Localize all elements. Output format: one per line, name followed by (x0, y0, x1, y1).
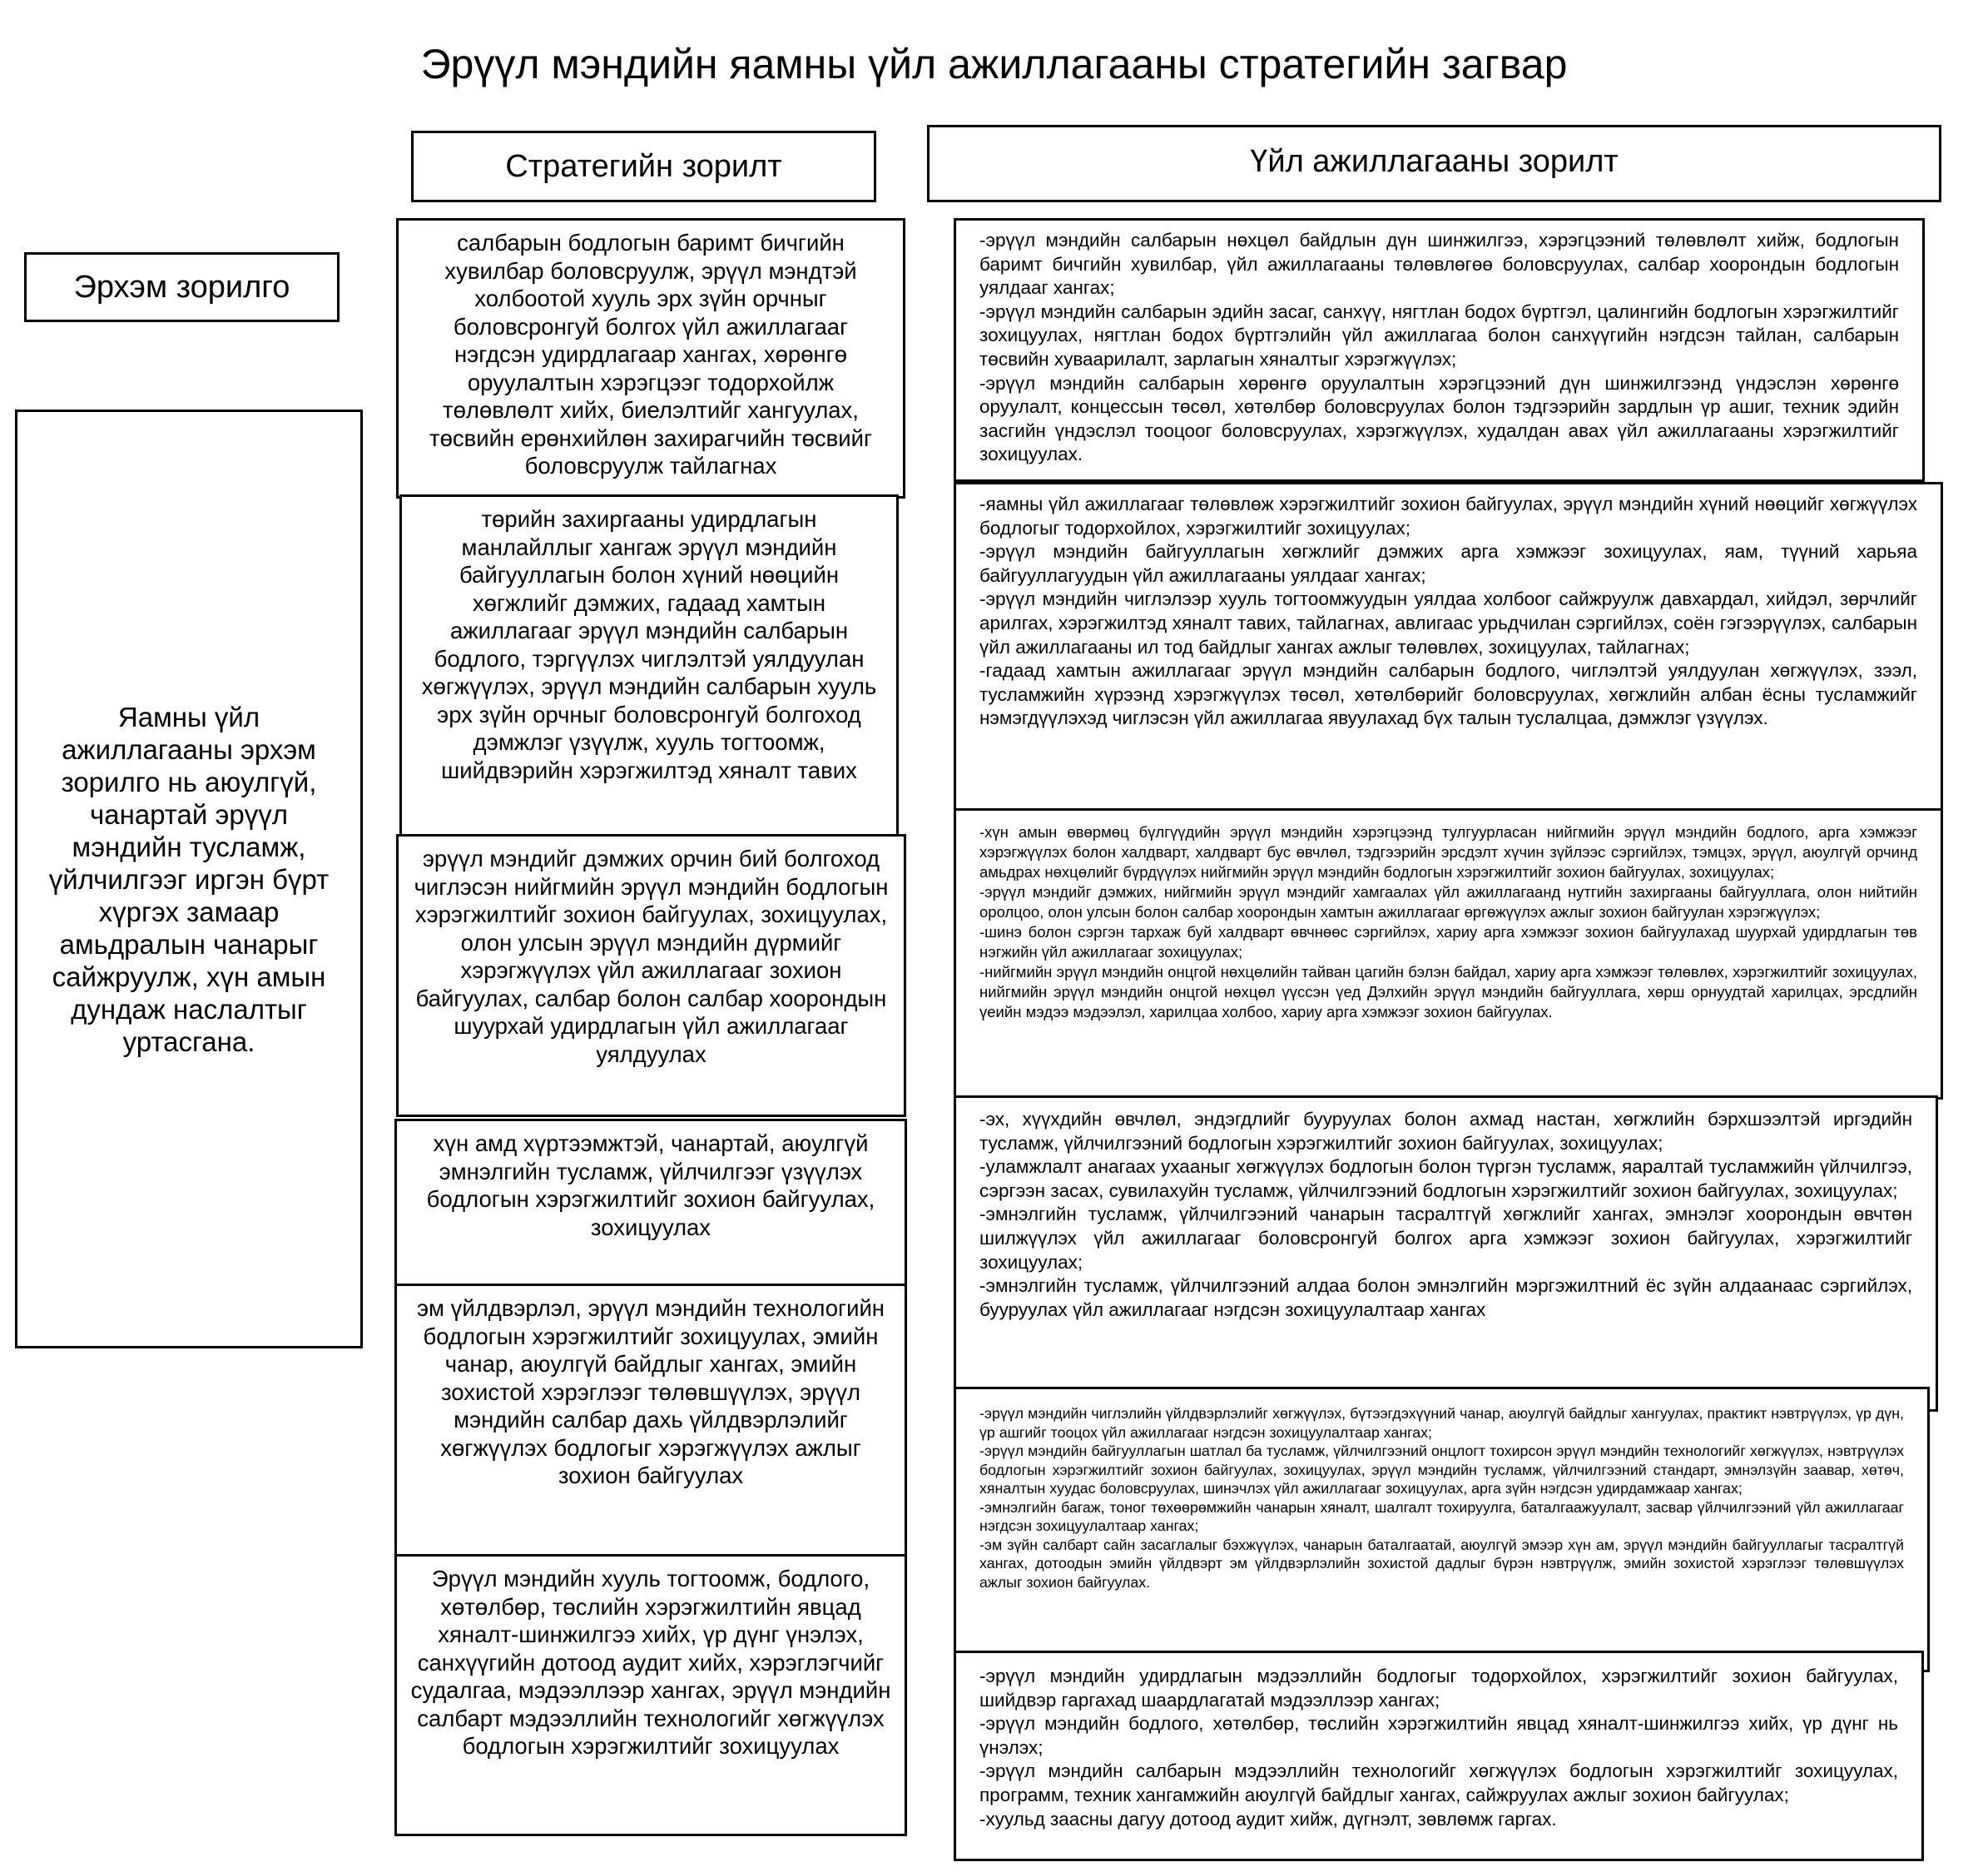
activity-goal-item: -эрүүл мэндийн салбарын хөрөнгө оруулалтын хэрэгцээний дүн шинжилгээнд үндэслэн хөрөнгө оруулалт, концессын төсөл, хөтөлбөр боловсруулах болон тэдгээрийн зардлын үр ашиг, техник эдийн засгийн үндэслэл тооцоог боловсруулах, хэрэгжүүлэх, худалдан авах үйл ажиллагааны хэрэгжилтийг зохицуулах. (979, 372, 1899, 465)
activity-goal-item: -эрүүл мэндийн удирдлагын мэдээллийн бодлогыг тодорхойлох, хэрэгжилтийг зохион байгуулах, шийдвэр гаргахад шаардлагатай мэдээллээр хангах; (979, 1666, 1898, 1711)
activity-goal-item: -эрүүл мэндийг дэмжих, нийгмийн эрүүл мэндийг хамгаалах үйл ажиллагаанд нутгийн захиргааны байгууллага, олон нийтийн оролцоо, олон улсын болон салбар хоорондын хамтын ажиллагааг өргөжүүлэх ажлыг зохион байгуулан хэрэгжүүлэх; (979, 883, 1917, 921)
activity-goal-3 (954, 808, 1943, 1100)
strategic-goal-5 (394, 1284, 907, 1557)
activity-goal-2 (954, 482, 1943, 812)
activity-goal-item: -гадаад хамтын ажиллагааг эрүүл мэндийн салбарын бодлого, чиглэлтэй уялдуулан хөгжүүлэх, зээл, тусламжийн хүрээнд хэрэгжүүлэх төсөл, хөтөлбөрийг боловсруулах, хөгжлийн албан ёсны тусламжийг нэмэгдүүлэхэд чиглэсэн үйл ажиллагаа явуулахад бүх талын туслалцаа, дэмжлэг үзүүлэх. (979, 660, 1917, 729)
mission-header (24, 252, 340, 322)
strategic-goal-text: салбарын бодлогын баримт бичгийн хувилбар боловсруулж, эрүүл мэндтэй холбоотой хууль эрх зүйн орчныг боловсронгуй болгох үйл ажиллагааг нэгдсэн удирдлагаар хангах, хөрөнгө оруулалтын хэрэгцээг тодорхойлж төлөвлөлт хийх, биелэлтийг хангуулах, төсвийн ерөнхийлөн захирагчийн төсвийг боловсруулж тайлагнах (429, 230, 873, 479)
activity-goals-header (927, 125, 1941, 202)
activity-goal-item: -уламжлалт анагаах ухааныг хөгжүүлэх бодлогын болон түргэн тусламж, яаралтай тусламжийн үйлчилгээ, сэргээн засах, сувилахуйн тусламж, үйлчилгээний бодлогын хэрэгжилтийг зохион байгуулах, зохицуулах; (979, 1156, 1912, 1201)
page-title: Эрүүл мэндийн яамны үйл ажиллагааны стратегийн загвар (420, 41, 1568, 87)
activity-goal-item: -эрүүл мэндийн байгууллагын шатлал ба тусламж, үйлчилгээний онцлогт тохирсон эрүүл мэндийн технологийг хөгжүүлэх, нэвтрүүлэх бодлогын хэрэгжилтийг зохион байгуулах, зохицуулах, эрүүл мэндийн тусламж, үйлчилгээний стандарт, эмнэлзүйн заавар, хөтөч, хяналтын хуудас боловсруулах, шинэчлэх үйл ажиллагааг зохицуулах, арга зүйн нэгдсэн удирдамжаар хангах; (979, 1442, 1904, 1497)
activity-goal-item: -эрүүл мэндийн салбарын нөхцөл байдлын дүн шинжилгээ, хэрэгцээний төлөвлөлт хийж, бодлогын баримт бичгийн хувилбар, үйл ажиллагааны төлөвлөгөө боловсруулах, салбар хоорондын бодлогын уялдааг хангах; (979, 230, 1899, 299)
strategic-goal-text: эрүүл мэндийг дэмжих орчин бий болгоход чиглэсэн нийгмийн эрүүл мэндийн бодлогын хэрэгжилтийг зохион байгуулах, зохицуулах, олон улсын эрүүл мэндийн дүрмийг хэрэгжүүлэх үйл ажиллагааг зохион байгуулах, салбар болон салбар хоорондын шуурхай удирдлагын үйл ажиллагааг уялдуулах (414, 846, 889, 1067)
activity-goal-item: -эрүүл мэндийн чиглэлийн үйлдвэрлэлийг хөгжүүлэх, бүтээгдэхүүний чанар, аюулгүй байдлыг хангуулах, практикт нэвтрүүлэх, үр дүн, үр ашгийг тооцох үйл ажиллагааг нэгдсэн зохицуулалтаар хангах; (979, 1405, 1904, 1441)
activity-goal-item: -шинэ болон сэргэн тархаж буй халдварт өвчнөөс сэргийлэх, хариу арга хэмжээг зохион байгуулахад шуурхай удирдлагын төв нэгжийн үйл ажиллагааг зохицуулах; (979, 923, 1917, 961)
activity-goal-item: -эрүүл мэндийн бодлого, хөтөлбөр, төслийн хэрэгжилтийн явцад хяналт-шинжилгээ хийх, үр дүнг нь үнэлэх; (979, 1713, 1898, 1758)
activity-goal-item: -эрүүл мэндийн салбарын мэдээллийн технологийг хөгжүүлэх бодлогын хэрэгжилтийг зохицуулах, программ, техник хангамжийн аюулгүй байдлыг хангах, сайжруулах ажлыг зохион байгуулах; (979, 1760, 1898, 1805)
activity-goal-5 (954, 1387, 1930, 1672)
activity-goal-1 (954, 218, 1925, 482)
activity-goal-item: -нийгмийн эрүүл мэндийн онцгой нөхцөлийн тайван цагийн бэлэн байдал, хариу арга хэмжээг төлөвлөх, хэрэгжилтийг зохицуулах, нийгмийн эрүүл мэндийн онцгой нөхцөл үүссэн үед Дэлхийн эрүүл мэндийн байгууллага, хөрш орнуудтай харилцах, эрсдлийн үеийн мэдээ мэдээлэл, харилцаа холбоо, хариу арга хэмжээг зохион байгуулах. (979, 963, 1917, 1020)
strategic-goal-4 (394, 1119, 907, 1288)
strategic-goal-text: төрийн захиргааны удирдлагын манлайллыг хангаж эрүүл мэндийн байгууллагын болон хүний нөөцийн хөгжлийг дэмжих, гадаад хамтын ажиллагааг эрүүл мэндийн салбарын бодлого, тэргүүлэх чиглэлтэй уялдуулан хөгжүүлэх, эрүүл мэндийн салбарын хууль эрх зүйн орчныг боловсронгуй болгоход дэмжлэг үзүүлж, хууль тогтоомж, шийдвэрийн хэрэгжилтэд хяналт тавих (421, 506, 877, 783)
strategic-goal-6 (394, 1554, 907, 1836)
activity-goal-item: -эрүүл мэндийн чиглэлээр хууль тогтоомжуудын уялдаа холбоог сайжруулж давхардал, хийдэл, зөрчлийг арилгах, хэрэгжилтэд хяналт тавих, тайлагнах, авлигаас урьдчилан сэргийлэх, соён гэгээрүүлэх, салбарын үйл ажиллагааны ил тод байдлыг хангах ажлыг төлөвлөх, зохицуулах, тайлагнах; (979, 588, 1917, 658)
strategic-goals-header-label: Стратегийн зорилт (505, 148, 782, 184)
activity-goal-item: -эмнэлгийн тусламж, үйлчилгээний алдаа болон эмнэлгийн мэргэжилтний ёс зүйн алдаанаас сэргийлэх, бууруулах үйл ажиллагааг нэгдсэн зохицуулалтаар хангах (979, 1275, 1912, 1320)
strategic-goal-text: Эрүүл мэндийн хууль тогтоомж, бодлого, хөтөлбөр, төслийн хэрэгжилтийн явцад хяналт-шинжилгээ хийх, үр дүнг үнэлэх, санхүүгийн дотоод аудит хийх, хэрэглэгчийг судалгаа, мэдээллээр хангах, эрүүл мэндийн салбарт мэдээллийн технологийг хөгжүүлэх бодлогын хэрэгжилтийг зохицуулах (410, 1566, 891, 1759)
strategic-goals-header (411, 131, 876, 202)
activity-goal-6 (954, 1651, 1924, 1861)
strategic-goal-3 (396, 834, 906, 1117)
mission-header-label: Эрхэм зорилго (73, 269, 290, 305)
activity-goal-item: -эмнэлгийн тусламж, үйлчилгээний чанарын тасралтгүй хөгжлийг хангах, эмнэлэг хоорондын өвчтөн шилжүүлэх үйл ажиллагааг боловсронгуй болгох арга хэмжээг зохион байгуулах, хэрэгжилтийг зохицуулах; (979, 1204, 1912, 1273)
activity-goals-header-label: Үйл ажиллагааны зорилт (1250, 144, 1619, 179)
activity-goal-item: -хуульд заасны дагуу дотоод аудит хийж, дүгнэлт, зөвлөмж гаргах. (979, 1808, 1557, 1830)
strategic-goal-text: эм үйлдвэрлэл, эрүүл мэндийн технологийн бодлогын хэрэгжилтийг зохицуулах, эмийн чанар, аюулгүй байдлыг хангах, эмийн зохистой хэрэглээг төлөвшүүлэх, эрүүл мэндийн салбар дахь үйлдвэрлэлийг хөгжүүлэх бодлогыг хэрэгжүүлэх ажлыг зохион байгуулах (416, 1295, 885, 1488)
mission-box (15, 410, 363, 1348)
strategic-goal-1 (396, 218, 905, 499)
activity-goal-item: -эм зүйн салбарт сайн засаглалыг бэхжүүлэх, чанарын баталгаатай, аюулгүй эмээр хүн ам, эрүүл мэндийн байгууллагыг тасралтгүй хангах, дотоодын эмийн үйлдвэрт эм үйлдвэрлэлийн зохистой дадлыг бүрэн нэвтрүүлж, эмийн зохистой хэрэглээг төлөвшүүлэх ажлыг зохион байгуулах. (979, 1536, 1904, 1591)
activity-goal-item: -эрүүл мэндийн байгууллагын хөгжлийг дэмжих арга хэмжээг зохицуулах, яам, түүний харьяа байгууллагуудын үйл ажиллагааны уялдааг хангах; (979, 541, 1917, 586)
activity-goal-item: -яамны үйл ажиллагааг төлөвлөж хэрэгжилтийг зохион байгуулах, эрүүл мэндийн хүний нөөцийг хөгжүүлэх бодлогыг тодорхойлох, хэрэгжилтийг зохицуулах; (979, 494, 1917, 539)
activity-goal-item: -эх, хүүхдийн өвчлөл, эндэгдлийг бууруулах болон ахмад настан, хөгжлийн бэрхшээлтэй иргэдийн тусламж, үйлчилгээний бодлогын хэрэгжилтийг зохион байгуулах, зохицуулах; (979, 1109, 1912, 1154)
mission-text: Яамны үйл ажиллагааны эрхэм зорилго нь аюулгүй, чанартай эрүүл мэндийн тусламж, үйлчилгээг иргэн бүрт хүргэх замаар амьдралын чанарыг сайжруулж, хүн амын дундаж наслалтыг уртасгана. (48, 701, 330, 1057)
strategic-goal-text: хүн амд хүртээмжтэй, чанартай, аюулгүй эмнэлгийн тусламж, үйлчилгээг үзүүлэх бодлогын хэрэгжилтийг зохион байгуулах, зохицуулах (426, 1130, 875, 1240)
activity-goal-4 (954, 1095, 1938, 1412)
activity-goal-item: -эрүүл мэндийн салбарын эдийн засаг, санхүү, нягтлан бодох бүртгэл, цалингийн бодлогын хэрэгжилтийг зохицуулах, нягтлан бодох бүртгэлийн үйл ажиллагаа болон санхүүгийн нэгдсэн тайлан, салбарын төсвийн хуваарилалт, зарлагын хяналтыг хэрэгжүүлэх; (979, 300, 1899, 370)
activity-goal-item: -хүн амын өвөрмөц бүлгүүдийн эрүүл мэндийн хэрэгцээнд тулгуурласан нийгмийн эрүүл мэндийн бодлого, арга хэмжээг хэрэгжүүлэх болон халдварт, халдварт бус өвчлөл, тэдгээрийн эрсдэлт хүчин зүйлээс сэргийлэх, тэмцэх, эрүүл, аюулгүй орчинд амьдрах нөхцөлийг бүрдүүлэх нийгмийн эрүүл мэндийн бодлогын хэрэгжилтийг зохион байгуулах, зохицуулах; (979, 823, 1917, 881)
strategic-goal-2 (399, 494, 899, 837)
activity-goal-item: -эмнэлгийн багаж, тоног төхөөрөмжийн чанарын хяналт, шалгалт тохируулга, баталгаажуулалт, засвар үйлчилгээний үйл ажиллагааг нэгдсэн зохицуулалтаар хангах; (979, 1498, 1904, 1534)
